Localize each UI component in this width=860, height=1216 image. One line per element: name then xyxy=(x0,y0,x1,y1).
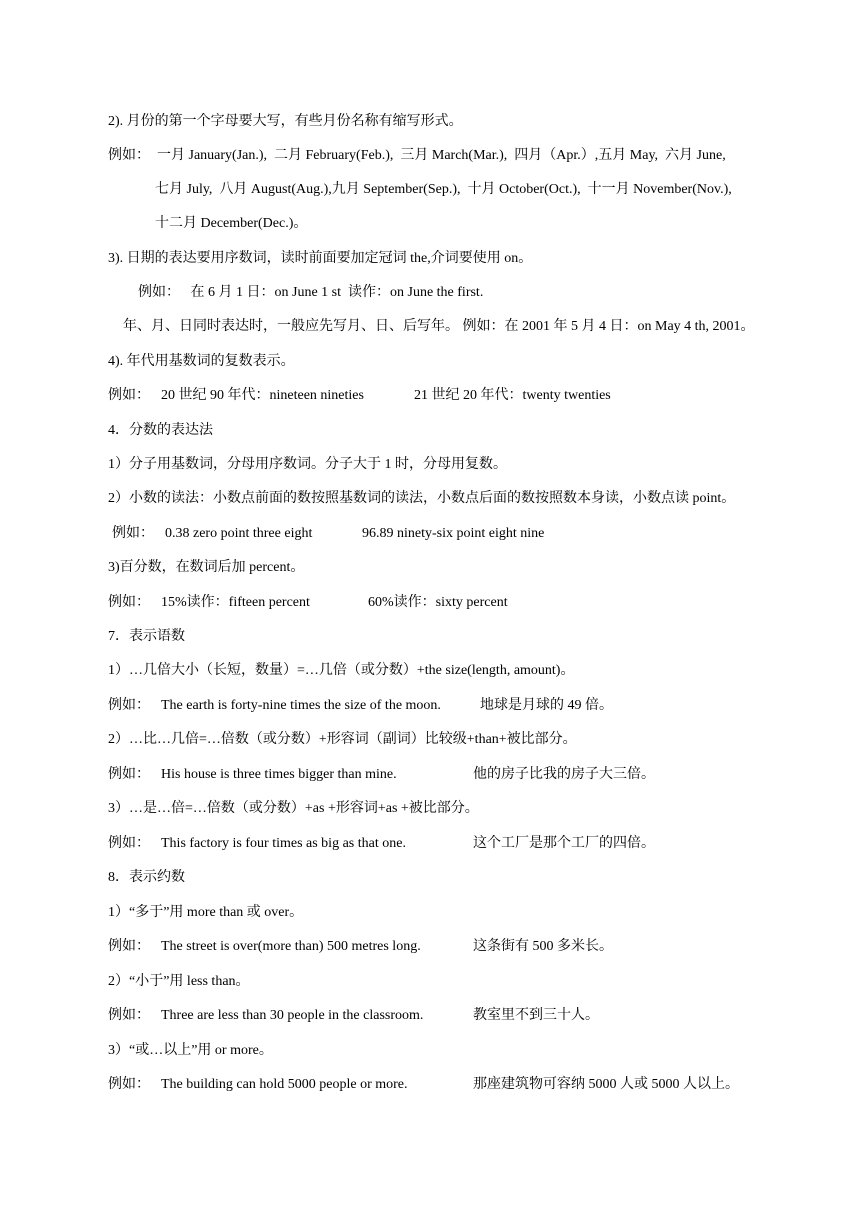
example-chinese: 60%读作：sixty percent xyxy=(368,595,508,610)
heading-fractions: 4．分数的表达法 xyxy=(108,423,213,438)
example-label: 例如： xyxy=(112,526,154,541)
example-label: 例如： xyxy=(108,595,150,610)
paragraph-date-order: 年、月、日同时表达时，一般应先写月、日、后写年。 例如：在 2001 年 5 月 4 日：on May 4 th, 2001。 xyxy=(123,319,755,334)
paragraph-fractions-rule: 1）分子用基数词，分母用序数词。分子大于 1 时，分母用复数。 xyxy=(108,457,507,472)
example-english: 15%读作：fifteen percent xyxy=(161,595,310,610)
example-chinese: 地球是月球的 49 倍。 xyxy=(480,698,613,713)
example-label: 例如： xyxy=(108,388,150,403)
example-english: The earth is forty-nine times the size of the moon. xyxy=(161,698,441,713)
heading-approximate: 8．表示约数 xyxy=(108,870,185,885)
example-english: 20 世纪 90 年代：nineteen nineties xyxy=(161,388,364,403)
paragraph-month-capitalization: 2). 月份的第一个字母要大写，有些月份名称有缩写形式。 xyxy=(108,114,463,129)
paragraph-date-example: 例如： 在 6 月 1 日：on June 1 st 读作：on June the first. xyxy=(138,285,484,300)
example-label: 例如： xyxy=(108,767,150,782)
paragraph-month-examples-1: 例如： 一月 January(Jan.), 二月 February(Feb.), 三月 March(Mar.), 四月（Apr.）,五月 May, 六月 June, xyxy=(108,148,726,163)
paragraph-date-ordinal: 3). 日期的表达要用序数词，读时前面要加定冠词 the,介词要使用 on。 xyxy=(108,251,533,266)
example-chinese: 他的房子比我的房子大三倍。 xyxy=(473,767,655,782)
example-label: 例如： xyxy=(108,939,150,954)
example-label: 例如： xyxy=(108,836,150,851)
example-english: The building can hold 5000 people or more. xyxy=(161,1077,408,1092)
example-english: 0.38 zero point three eight xyxy=(165,526,313,541)
example-english: The street is over(more than) 500 metres long. xyxy=(161,939,421,954)
example-chinese: 21 世纪 20 年代：twenty twenties xyxy=(414,388,611,403)
paragraph-multiples-as: 3）…是…倍=…倍数（或分数）+as +形容词+as +被比部分。 xyxy=(108,801,479,816)
example-english: His house is three times bigger than mine. xyxy=(161,767,397,782)
example-chinese: 那座建筑物可容纳 5000 人或 5000 人以上。 xyxy=(473,1077,739,1092)
example-label: 例如： xyxy=(108,698,150,713)
example-chinese: 这个工厂是那个工厂的四倍。 xyxy=(473,836,655,851)
example-label: 例如： xyxy=(108,1077,150,1092)
paragraph-month-examples-3: 十二月 December(Dec.)。 xyxy=(155,216,308,231)
example-label: 例如： xyxy=(108,1008,150,1023)
paragraph-month-examples-2: 七月 July, 八月 August(Aug.),九月 September(Sep.), 十月 October(Oct.), 十一月 November(Nov.), xyxy=(155,182,732,197)
paragraph-decades: 4). 年代用基数词的复数表示。 xyxy=(108,354,295,369)
paragraph-or-more: 3）“或…以上”用 or more。 xyxy=(108,1043,273,1058)
heading-multiples: 7．表示语数 xyxy=(108,629,185,644)
paragraph-less-than: 2）“小于”用 less than。 xyxy=(108,974,250,989)
paragraph-multiples-comparative: 2）…比…几倍=…倍数（或分数）+形容词（副词）比较级+than+被比部分。 xyxy=(108,732,577,747)
example-chinese: 教室里不到三十人。 xyxy=(473,1008,599,1023)
example-chinese: 这条街有 500 多米长。 xyxy=(473,939,613,954)
paragraph-decimals: 2）小数的读法：小数点前面的数按照基数词的读法，小数点后面的数按照数本身读，小数点读 point。 xyxy=(108,491,736,506)
example-english: This factory is four times as big as that one. xyxy=(161,836,406,851)
paragraph-more-than: 1）“多于”用 more than 或 over。 xyxy=(108,905,304,920)
example-chinese: 96.89 ninety-six point eight nine xyxy=(362,526,545,541)
example-english: Three are less than 30 people in the classroom. xyxy=(161,1008,424,1023)
paragraph-percent: 3)百分数，在数词后加 percent。 xyxy=(108,560,305,575)
paragraph-multiples-size: 1）…几倍大小（长短，数量）=…几倍（或分数）+the size(length, amount)。 xyxy=(108,663,575,678)
